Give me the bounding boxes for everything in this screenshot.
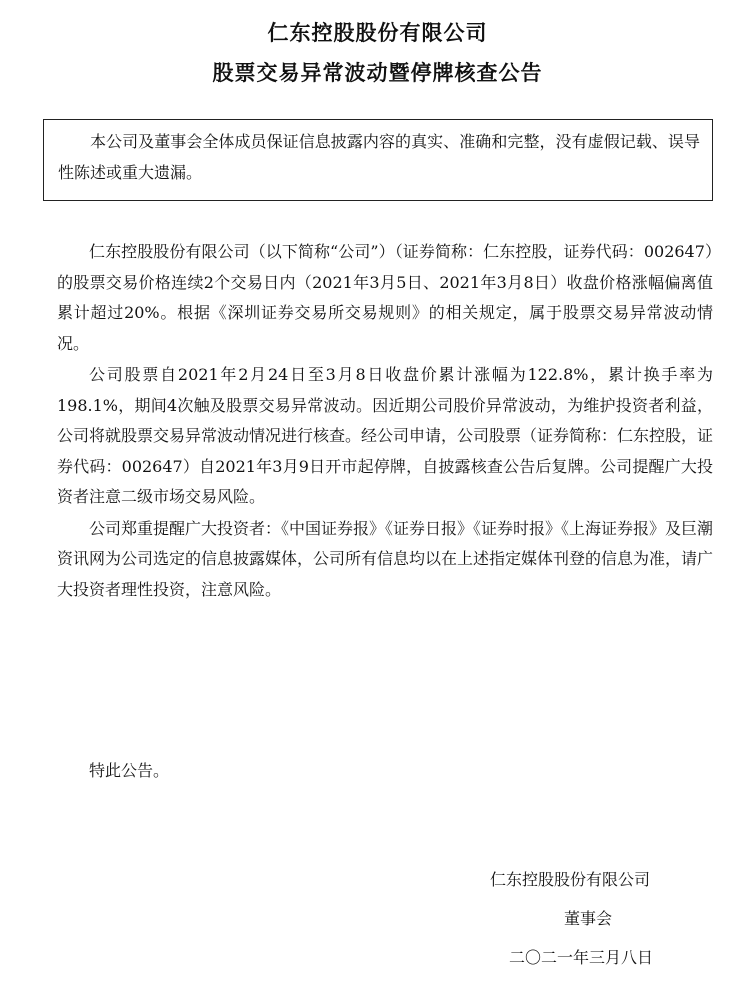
disclosure-statement: 本公司及董事会全体成员保证信息披露内容的真实、准确和完整，没有虚假记载、误导性陈述或重大遗漏。: [58, 132, 700, 182]
signature-board: 董事会: [564, 909, 613, 928]
disclosure-statement-box: [43, 119, 713, 201]
document-subtitle: 股票交易异常波动暨停牌核查公告: [212, 61, 543, 85]
paragraph-media-reminder: 公司郑重提醒广大投资者：《中国证券报》《证券日报》《证券时报》《上海证券报》及巨潮资讯网为公司选定的信息披露媒体，公司所有信息均以在上述指定媒体刊登的信息为准，请广大投资者理性投资，注意风险。: [57, 518, 714, 599]
signature-company: 仁东控股股份有限公司: [490, 870, 651, 889]
announcement-body: [57, 237, 713, 606]
document-title: 仁东控股股份有限公司: [267, 21, 488, 45]
signature-date: 二〇二一年三月八日: [509, 948, 654, 967]
closing-statement: 特此公告。: [89, 761, 170, 780]
paragraph-suspension: 公司股票自2021年2月24日至3月8日收盘价累计涨幅为122.8%，累计换手率为198.1%，期间4次触及股票交易异常波动。因近期公司股价异常波动，为维护投资者利益，公司将就股票交易异常波动情况进行核查。经公司申请，公司股票（证券简称：仁东控股，证券代码：002647）自2021年3月9日开市起停牌，自披露核查公告后复牌。公司提醒广大投资者注意二级市场交易风险。: [57, 365, 714, 506]
paragraph-abnormal-fluctuation: 仁东控股股份有限公司（以下简称“公司”）（证券简称：仁东控股，证券代码：002647）的股票交易价格连续2个交易日内（2021年3月5日、2021年3月8日）收盘价格涨幅偏离值累计超过20%。根据《深圳证券交易所交易规则》的相关规定，属于股票交易异常波动情况。: [57, 242, 713, 353]
